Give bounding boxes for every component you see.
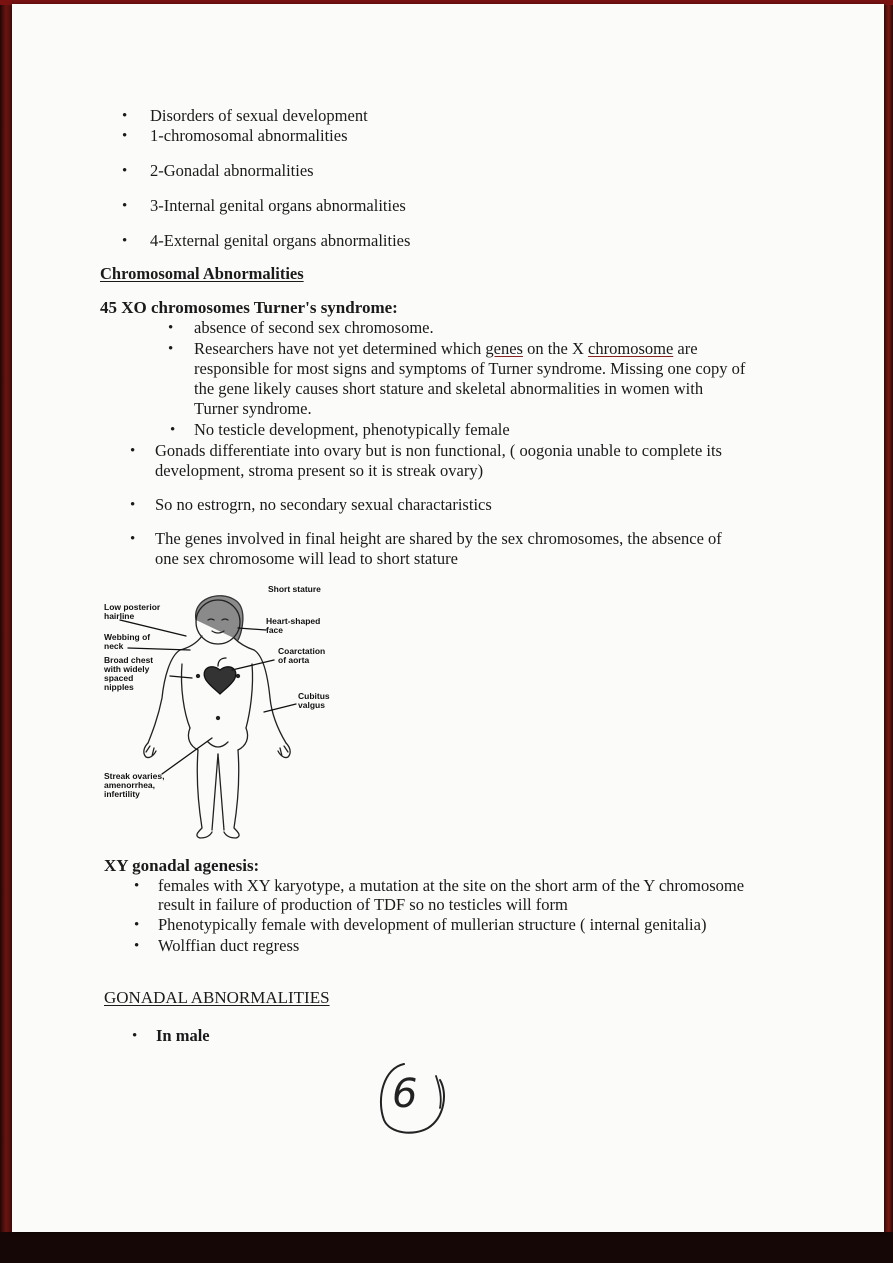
label-webbing-1: Webbing of [104,632,151,642]
bullet: • [170,422,176,438]
label-short-stature: Short stature [268,584,321,594]
xy-item-1-line-1: females with XY karyotype, a mutation at the site on the short arm of the Y chromosome [158,876,745,895]
label-coarctation-2: of aorta [278,655,310,665]
bullet: • [122,163,128,179]
bullet: • [134,917,140,933]
gonadal-item-in-male: In male [156,1026,210,1045]
point-1-line-1: Gonads differentiate into ovary but is non functional, ( oogonia unable to complete its [155,441,722,460]
bullet: • [122,233,128,249]
point-3-line-1: The genes involved in final height are shared by the sex chromosomes, the absence of [155,529,722,548]
scan-edge-right [884,0,893,1263]
point-1-line-2: development, stroma present so it is streak ovary) [155,461,484,480]
label-heart-face-1: Heart-shaped [266,616,321,626]
bullet: • [122,128,128,144]
point-2: So no estrogrn, no secondary sexual charactaristics [155,495,492,514]
text: Researchers have not yet determined which [194,339,486,358]
xy-title: XY gonadal agenesis: [104,856,260,875]
label-heart-face-2: face [266,625,284,635]
bullet: • [122,198,128,214]
turner-item-1: absence of second sex chromosome. [194,318,434,337]
label-broad-chest-4: nipples [104,682,134,692]
chromosomal-heading: Chromosomal Abnormalities [100,264,304,283]
bullet: • [134,878,140,894]
point-3-line-2: one sex chromosome will lead to short stature [155,549,458,568]
bullet: • [130,531,136,547]
bullet: • [168,320,174,336]
intro-item-2: 2-Gonadal abnormalities [150,161,314,180]
xy-item-1-line-2: result in failure of production of TDF so no testicles will form [158,895,568,914]
turner-title: 45 XO chromosomes Turner's syndrome: [100,298,398,317]
label-streak-2: amenorrhea, [104,780,156,790]
gonadal-heading: GONADAL ABNORMALITIES [104,988,330,1007]
turner-item-2-line-4: Turner syndrome. [194,399,312,418]
turner-item-2-line-2: responsible for most signs and symptoms of Turner syndrome. Missing one copy of [194,359,746,378]
label-webbing-2: neck [104,641,124,651]
label-streak-3: infertility [104,789,140,799]
bullet: • [132,1028,138,1044]
label-cubitus-2: valgus [298,700,325,710]
scan-edge-left [0,0,12,1263]
intro-item-0: Disorders of sexual development [150,106,368,125]
bullet: • [168,341,174,357]
bullet: • [122,108,128,124]
label-coarctation-1: Coarctation [278,646,326,656]
scan-edge-bottom [0,1232,893,1263]
label-broad-chest-2: with widely [104,664,150,674]
intro-item-1: 1-chromosomal abnormalities [150,126,348,145]
text: are [673,339,698,358]
chromosome-link[interactable]: chromosome [588,339,674,358]
bullet: • [130,497,136,513]
genes-link[interactable]: genes [485,339,523,358]
label-low-hairline-2: hairline [104,611,135,621]
label-cubitus-1: Cubitus [298,691,330,701]
bullet: • [134,938,140,954]
label-broad-chest-3: spaced [104,673,134,683]
intro-item-4: 4-External genital organs abnormalities [150,231,411,250]
xy-item-2: Phenotypically female with development of mullerian structure ( internal genitalia) [158,915,707,934]
xy-item-3: Wolffian duct regress [158,936,300,955]
label-low-hairline-1: Low posterior [104,602,161,612]
intro-item-3: 3-Internal genital organs abnormalities [150,196,406,215]
label-broad-chest-1: Broad chest [104,655,154,665]
page-number: 6 [392,1071,418,1117]
turner-item-3: No testicle development, phenotypically female [194,420,510,439]
text: on the X [522,339,589,358]
label-streak-1: Streak ovaries, [104,771,165,781]
turner-item-2-line-3: the gene likely causes short stature and skeletal abnormalities in women with [194,379,704,398]
bullet: • [130,443,136,459]
turner-item-2-line-1 [194,339,698,359]
